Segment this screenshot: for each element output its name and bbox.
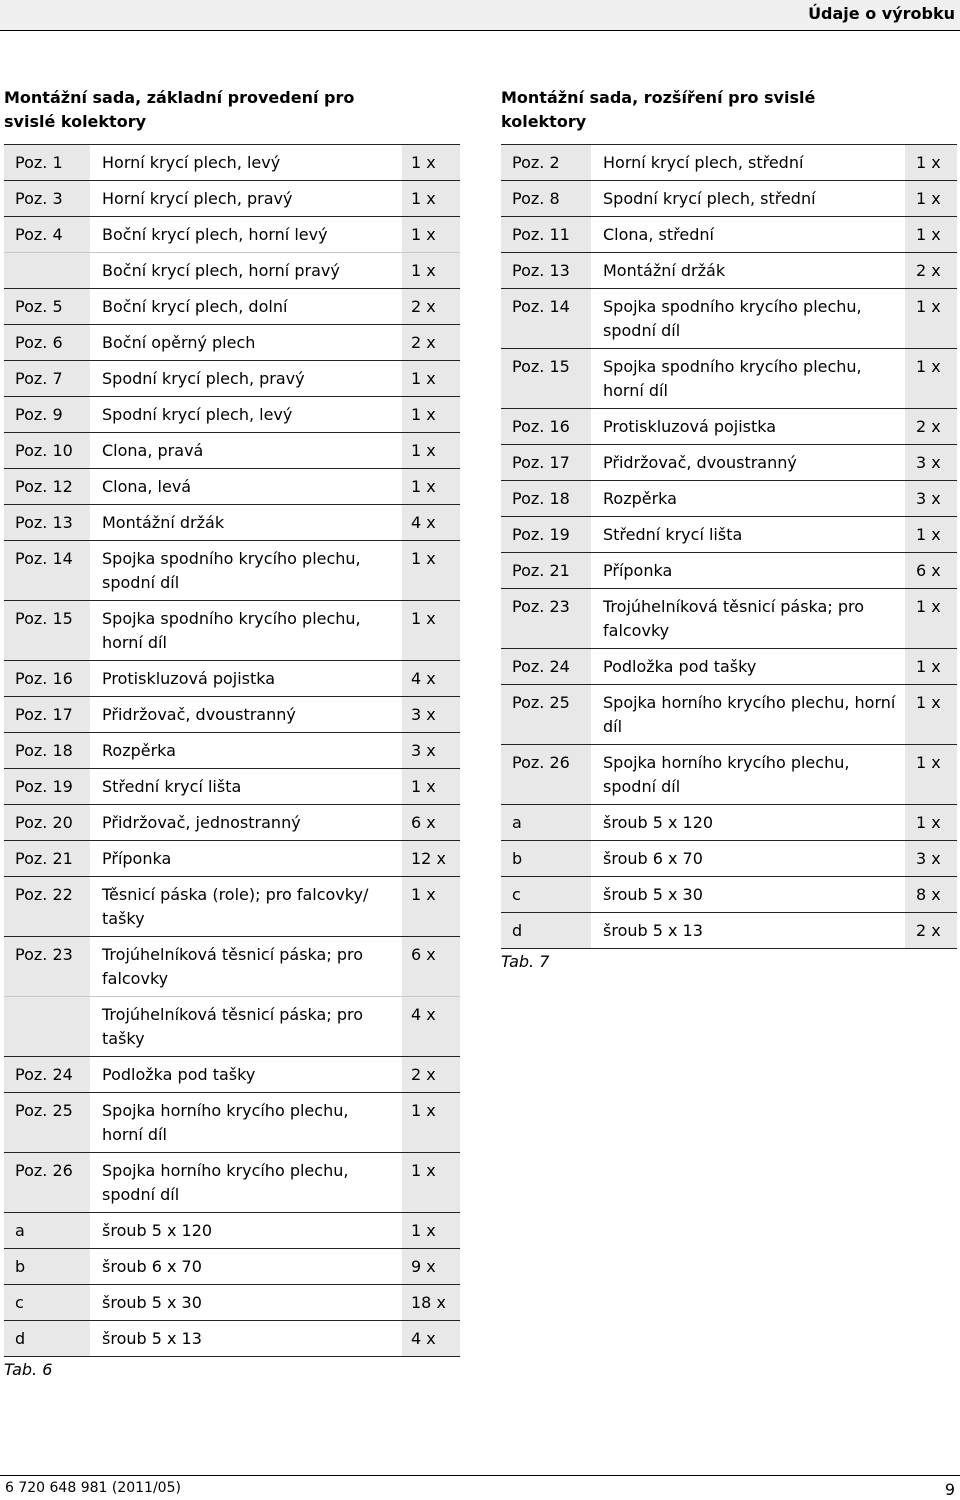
description-cell: Clona, střední [603, 225, 714, 244]
left-column [4, 86, 460, 1381]
table-row [4, 937, 460, 997]
left-title-line2: svislé kolektory [4, 112, 147, 131]
position-cell: b [501, 841, 591, 877]
document-number: 6 720 648 981 (2011/05) [5, 1480, 181, 1496]
page-number: 9 [944, 1480, 955, 1499]
description-cell: Těsnicí páska (role); pro falcovky/ tašky [102, 885, 369, 928]
quantity-cell: 4 x [402, 997, 460, 1057]
table-row [501, 553, 957, 589]
quantity-cell: 3 x [905, 445, 957, 481]
quantity-cell: 1 x [905, 589, 957, 649]
position-cell: Poz. 16 [4, 661, 90, 697]
position-cell: Poz. 14 [4, 541, 90, 601]
quantity-cell: 1 x [905, 805, 957, 841]
table-row [4, 997, 460, 1057]
quantity-cell: 12 x [402, 841, 460, 877]
table-row [4, 181, 460, 217]
description-cell: Podložka pod tašky [603, 657, 757, 676]
quantity-cell: 6 x [402, 805, 460, 841]
position-cell: Poz. 19 [501, 517, 591, 553]
table-row [4, 289, 460, 325]
quantity-cell: 1 x [402, 601, 460, 661]
description-cell: šroub 5 x 30 [102, 1293, 202, 1312]
quantity-cell: 18 x [402, 1285, 460, 1321]
quantity-cell: 1 x [402, 361, 460, 397]
position-cell: Poz. 11 [501, 217, 591, 253]
position-cell: Poz. 13 [501, 253, 591, 289]
table-row [4, 805, 460, 841]
description-cell: Spojka horního krycího plechu, horní díl [603, 693, 896, 736]
description-cell: šroub 5 x 13 [102, 1329, 202, 1348]
table-row [4, 1249, 460, 1285]
description-cell: šroub 5 x 120 [102, 1221, 213, 1240]
table-row [501, 409, 957, 445]
table-row [501, 349, 957, 409]
position-cell [4, 997, 90, 1057]
position-cell: Poz. 25 [4, 1093, 90, 1153]
description-cell: Boční krycí plech, dolní [102, 297, 288, 316]
position-cell: Poz. 5 [4, 289, 90, 325]
page-header-title: Údaje o výrobku [808, 4, 955, 23]
quantity-cell: 1 x [402, 1153, 460, 1213]
position-cell: Poz. 10 [4, 433, 90, 469]
quantity-cell: 1 x [905, 685, 957, 745]
description-cell: Střední krycí lišta [102, 777, 242, 796]
position-cell: a [501, 805, 591, 841]
table-caption-6: Tab. 6 [4, 1360, 53, 1379]
description-cell: Boční opěrný plech [102, 333, 256, 352]
description-cell: šroub 6 x 70 [603, 849, 703, 868]
quantity-cell: 2 x [905, 913, 957, 949]
description-cell: Střední krycí lišta [603, 525, 743, 544]
table-row [4, 1213, 460, 1249]
table-row [501, 445, 957, 481]
table-row [4, 145, 460, 181]
right-title-line1: Montážní sada, rozšíření pro svislé [501, 88, 816, 107]
table-row [501, 145, 957, 181]
description-cell: Spodní krycí plech, levý [102, 405, 293, 424]
description-cell: Rozpěrka [603, 489, 677, 508]
table-row [501, 589, 957, 649]
quantity-cell: 1 x [402, 877, 460, 937]
position-cell: Poz. 25 [501, 685, 591, 745]
description-cell: Spojka spodního krycího plechu, spodní díl [102, 549, 361, 592]
description-cell: Horní krycí plech, levý [102, 153, 281, 172]
description-cell: Přidržovač, dvoustranný [603, 453, 797, 472]
position-cell: Poz. 1 [4, 145, 90, 181]
table-row [501, 517, 957, 553]
description-cell: šroub 5 x 120 [603, 813, 714, 832]
table-row [501, 649, 957, 685]
quantity-cell: 6 x [402, 937, 460, 997]
position-cell: Poz. 6 [4, 325, 90, 361]
position-cell: Poz. 8 [501, 181, 591, 217]
position-cell: Poz. 13 [4, 505, 90, 541]
quantity-cell: 1 x [905, 745, 957, 805]
position-cell: d [4, 1321, 90, 1357]
description-cell: Horní krycí plech, střední [603, 153, 804, 172]
table-row [4, 841, 460, 877]
description-cell: Protiskluzová pojistka [603, 417, 777, 436]
position-cell: Poz. 14 [501, 289, 591, 349]
quantity-cell: 3 x [402, 697, 460, 733]
quantity-cell: 6 x [905, 553, 957, 589]
description-cell: Spojka horního krycího plechu, spodní díl [102, 1161, 349, 1204]
table-row [4, 217, 460, 253]
table-row [4, 361, 460, 397]
quantity-cell: 2 x [905, 409, 957, 445]
table-row [501, 877, 957, 913]
quantity-cell: 1 x [905, 145, 957, 181]
table-row [4, 505, 460, 541]
table-row [4, 253, 460, 289]
position-cell: Poz. 16 [501, 409, 591, 445]
table-row [4, 769, 460, 805]
table-row [4, 661, 460, 697]
position-cell: Poz. 23 [4, 937, 90, 997]
description-cell: šroub 5 x 13 [603, 921, 703, 940]
description-cell: Spodní krycí plech, střední [603, 189, 816, 208]
description-cell: šroub 5 x 30 [603, 885, 703, 904]
description-cell: Trojúhelníková těsnicí páska; pro tašky [102, 1005, 363, 1048]
quantity-cell: 1 x [402, 1213, 460, 1249]
footer-rule [0, 1475, 960, 1476]
position-cell: Poz. 19 [4, 769, 90, 805]
quantity-cell: 1 x [905, 217, 957, 253]
right-title-line2: kolektory [501, 112, 587, 131]
position-cell: Poz. 26 [4, 1153, 90, 1213]
quantity-cell: 4 x [402, 661, 460, 697]
table-row [501, 805, 957, 841]
description-cell: Montážní držák [102, 513, 225, 532]
quantity-cell: 1 x [402, 181, 460, 217]
table-row [4, 325, 460, 361]
quantity-cell: 3 x [402, 733, 460, 769]
quantity-cell: 1 x [402, 1093, 460, 1153]
position-cell: Poz. 26 [501, 745, 591, 805]
parts-table-6 [4, 144, 460, 1357]
quantity-cell: 1 x [402, 253, 460, 289]
table-row [501, 253, 957, 289]
table-row [4, 733, 460, 769]
description-cell: Horní krycí plech, pravý [102, 189, 293, 208]
description-cell: Podložka pod tašky [102, 1065, 256, 1084]
quantity-cell: 4 x [402, 505, 460, 541]
position-cell: Poz. 18 [501, 481, 591, 517]
quantity-cell: 1 x [402, 769, 460, 805]
position-cell: d [501, 913, 591, 949]
description-cell: Spojka spodního krycího plechu, horní díl [102, 609, 361, 652]
description-cell: Rozpěrka [102, 741, 176, 760]
table-row [4, 1153, 460, 1213]
table-row [4, 1057, 460, 1093]
table-row [501, 841, 957, 877]
table-row [501, 745, 957, 805]
description-cell: Spojka horního krycího plechu, spodní díl [603, 753, 850, 796]
description-cell: Spodní krycí plech, pravý [102, 369, 305, 388]
quantity-cell: 1 x [905, 517, 957, 553]
quantity-cell: 1 x [905, 349, 957, 409]
quantity-cell: 2 x [905, 253, 957, 289]
table-row [4, 397, 460, 433]
header-rule [0, 30, 960, 31]
quantity-cell: 2 x [402, 325, 460, 361]
position-cell: Poz. 23 [501, 589, 591, 649]
table-row [4, 697, 460, 733]
table-row [501, 289, 957, 349]
table-row [501, 217, 957, 253]
position-cell: Poz. 15 [501, 349, 591, 409]
table-row [501, 481, 957, 517]
position-cell: Poz. 9 [4, 397, 90, 433]
position-cell: Poz. 15 [4, 601, 90, 661]
right-section-title [501, 86, 957, 144]
description-cell: Boční krycí plech, horní pravý [102, 261, 340, 280]
quantity-cell: 3 x [905, 841, 957, 877]
quantity-cell: 3 x [905, 481, 957, 517]
position-cell: Poz. 3 [4, 181, 90, 217]
table-row [501, 685, 957, 745]
description-cell: Clona, pravá [102, 441, 204, 460]
quantity-cell: 4 x [402, 1321, 460, 1357]
description-cell: Spojka horního krycího plechu, horní díl [102, 1101, 349, 1144]
description-cell: Clona, levá [102, 477, 192, 496]
position-cell: Poz. 12 [4, 469, 90, 505]
description-cell: šroub 6 x 70 [102, 1257, 202, 1276]
position-cell: Poz. 21 [4, 841, 90, 877]
table-row [4, 601, 460, 661]
position-cell: Poz. 17 [501, 445, 591, 481]
position-cell [4, 253, 90, 289]
position-cell: Poz. 2 [501, 145, 591, 181]
right-column [501, 86, 957, 973]
position-cell: c [501, 877, 591, 913]
position-cell: b [4, 1249, 90, 1285]
quantity-cell: 1 x [402, 217, 460, 253]
left-section-title [4, 86, 460, 144]
position-cell: Poz. 7 [4, 361, 90, 397]
table-row [501, 181, 957, 217]
position-cell: Poz. 17 [4, 697, 90, 733]
description-cell: Montážní držák [603, 261, 726, 280]
quantity-cell: 1 x [402, 433, 460, 469]
description-cell: Příponka [603, 561, 673, 580]
table-row [4, 469, 460, 505]
table-row [4, 541, 460, 601]
description-cell: Přidržovač, jednostranný [102, 813, 301, 832]
left-title-line1: Montážní sada, základní provedení pro [4, 88, 355, 107]
description-cell: Trojúhelníková těsnicí páska; pro falcovky [102, 945, 363, 988]
table-row [501, 913, 957, 949]
position-cell: c [4, 1285, 90, 1321]
description-cell: Trojúhelníková těsnicí páska; pro falcovky [603, 597, 864, 640]
quantity-cell: 1 x [905, 649, 957, 685]
description-cell: Přidržovač, dvoustranný [102, 705, 296, 724]
quantity-cell: 1 x [402, 541, 460, 601]
table-row [4, 1093, 460, 1153]
position-cell: Poz. 24 [501, 649, 591, 685]
position-cell: Poz. 18 [4, 733, 90, 769]
quantity-cell: 2 x [402, 1057, 460, 1093]
position-cell: Poz. 22 [4, 877, 90, 937]
table-row [4, 433, 460, 469]
description-cell: Protiskluzová pojistka [102, 669, 276, 688]
quantity-cell: 2 x [402, 289, 460, 325]
description-cell: Spojka spodního krycího plechu, horní díl [603, 357, 862, 400]
description-cell: Spojka spodního krycího plechu, spodní díl [603, 297, 862, 340]
table-row [4, 1285, 460, 1321]
quantity-cell: 9 x [402, 1249, 460, 1285]
position-cell: Poz. 20 [4, 805, 90, 841]
description-cell: Příponka [102, 849, 172, 868]
position-cell: Poz. 24 [4, 1057, 90, 1093]
table-caption-7: Tab. 7 [501, 952, 550, 971]
quantity-cell: 8 x [905, 877, 957, 913]
quantity-cell: 1 x [402, 145, 460, 181]
table-row [4, 1321, 460, 1357]
quantity-cell: 1 x [905, 181, 957, 217]
position-cell: Poz. 21 [501, 553, 591, 589]
position-cell: Poz. 4 [4, 217, 90, 253]
parts-table-7 [501, 144, 957, 949]
description-cell: Boční krycí plech, horní levý [102, 225, 328, 244]
quantity-cell: 1 x [402, 397, 460, 433]
position-cell: a [4, 1213, 90, 1249]
quantity-cell: 1 x [402, 469, 460, 505]
table-row [4, 877, 460, 937]
quantity-cell: 1 x [905, 289, 957, 349]
